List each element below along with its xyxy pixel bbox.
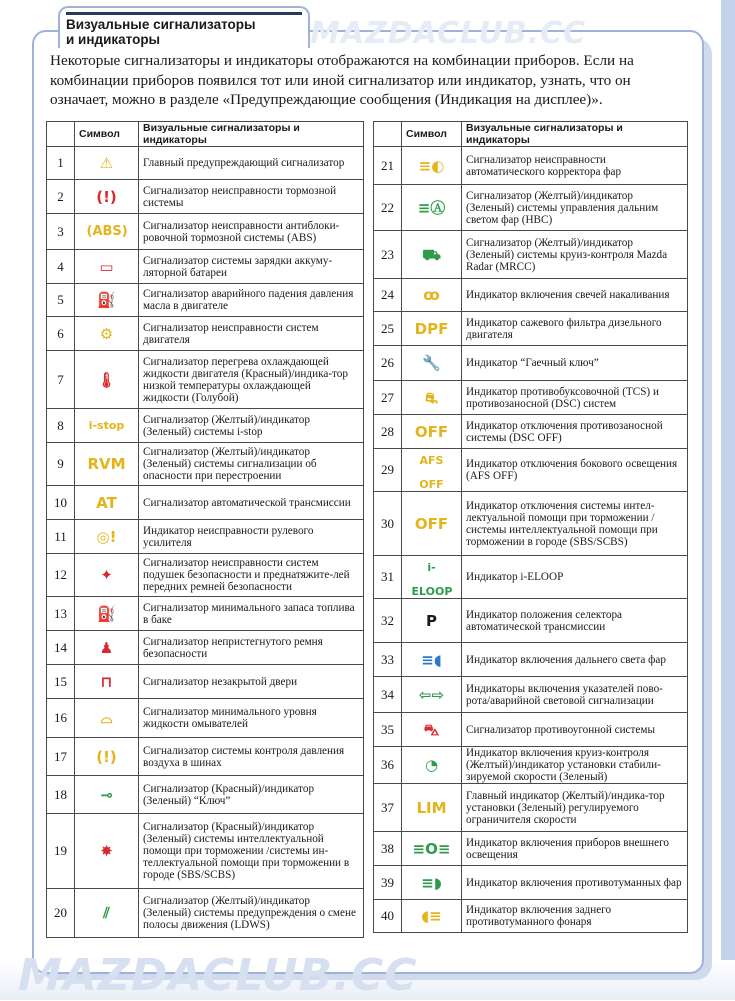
dsc-off-icon: OFF [414,422,449,441]
description-text: Индикатор включения дальнего света фар [462,643,688,677]
table-row [47,351,364,409]
symbol-cell [75,409,139,443]
row-number: 35 [374,713,402,747]
section-title-inner [66,12,302,48]
description-text: Сигнализатор минимального уровня жидкости омывателей [139,699,364,738]
description-text: Индикатор включения приборов внешнего освещения [462,832,688,866]
table-row [47,520,364,554]
table-row [374,599,688,643]
description-text: Индикатор i-ELOOP [462,556,688,599]
table-header-row [374,122,688,147]
table-row [374,185,688,231]
table-row [374,312,688,346]
table-row [374,747,688,784]
table-row [374,832,688,866]
battery-warning-icon: ▭ [99,257,114,276]
row-number: 3 [47,214,75,250]
afs-off-icon: AFS OFF [419,454,444,491]
symbol-cell [402,747,462,784]
gear-position-icon: P [426,611,437,630]
row-number: 8 [47,409,75,443]
row-number: 39 [374,866,402,900]
row-number: 4 [47,250,75,284]
high-beam-control-icon: ≡Ⓐ [417,198,446,217]
description-text: Сигнализатор автоматической трансмиссии [139,486,364,520]
low-fuel-icon: ⛽ [97,604,116,623]
row-number: 14 [47,631,75,665]
table-row [47,889,364,938]
description-text: Сигнализатор перегрева охлаждающей жидкости двигателя (Красный)/индика-тор низкой температуры охлаждающей жидкости (Голубой) [139,351,364,409]
high-beam-icon: ≡◖ [421,650,442,669]
row-number: 38 [374,832,402,866]
symbol-cell [75,889,139,938]
row-number: 33 [374,643,402,677]
symbol-cell [75,284,139,317]
description-text: Сигнализатор неисправности автоматического корректора фар [462,147,688,185]
section-title: Визуальные сигнализаторы и индикаторы [66,17,256,47]
symbol-cell [402,599,462,643]
row-number: 18 [47,776,75,814]
symbol-cell [402,279,462,312]
description-text: Индикатор противобуксовочной (TCS) и противозаносной (DSC) систем [462,381,688,415]
symbol-cell [75,443,139,486]
description-text: Сигнализатор неисправности антиблоки-ровочной тормозной системы (ABS) [139,214,364,250]
table-row [47,409,364,443]
description-text: Сигнализатор неисправности систем двигателя [139,317,364,351]
key-icon: ⊸ [100,785,113,804]
table-row [374,415,688,449]
description-text: Сигнализатор (Желтый)/индикатор (Зеленый) системы предупреждения о смене полосы движения (LDWS) [139,889,364,938]
watermark-top: MAZDACLUB.CC [310,16,587,51]
description-text: Сигнализатор (Желтый)/индикатор (Зеленый) системы i-stop [139,409,364,443]
table-row [374,556,688,599]
symbol-cell [75,699,139,738]
row-number: 6 [47,317,75,351]
table-row [374,279,688,312]
description-text: Индикаторы включения указателей пово-рота/аварийной световой сигнализации [462,677,688,713]
symbol-cell [402,832,462,866]
front-fog-icon: ≡◗ [421,873,442,892]
symbol-cell [402,449,462,492]
page-side-strip [721,0,735,1000]
symbol-cell [402,312,462,346]
symbol-cell [75,351,139,409]
row-number: 40 [374,900,402,933]
row-number: 12 [47,554,75,597]
table-row [47,486,364,520]
seat-belt-icon: ♟ [99,638,114,657]
row-number: 20 [47,889,75,938]
table-row [374,346,688,381]
exterior-lights-icon: ≡O≡ [412,839,451,858]
indicators-table-right [373,121,688,933]
symbol-cell [402,677,462,713]
row-number: 13 [47,597,75,631]
table-row [47,699,364,738]
coolant-temperature-icon: 🌡 [96,370,117,389]
security-icon: ⛍ [423,720,440,739]
symbol-cell [402,492,462,556]
table-row [47,180,364,214]
row-number: 29 [374,449,402,492]
watermark-bottom: MAZDACLUB.CC [18,950,418,1001]
glow-plug-icon: ꝏ [423,286,440,304]
row-number: 24 [374,279,402,312]
dpf-icon: DPF [414,319,449,338]
symbol-cell [75,554,139,597]
row-number: 5 [47,284,75,317]
table-row [374,677,688,713]
symbol-cell [75,147,139,180]
row-number: 17 [47,738,75,776]
description-text: Индикатор положения селектора автоматической трансмиссии [462,599,688,643]
section-title-tab [58,6,310,48]
symbol-cell [75,520,139,554]
row-number: 11 [47,520,75,554]
description-text: Сигнализатор (Желтый)/индикатор (Зеленый) системы круиз-контроля Mazda Radar (MRCC) [462,231,688,279]
rear-fog-icon: ◖≡ [421,907,442,925]
table-row [374,643,688,677]
table-row [47,665,364,699]
cruise-control-icon: ◔ [424,756,439,774]
symbol-cell [75,180,139,214]
smart-brake-icon: ✸ [100,842,113,860]
symbol-cell [402,866,462,900]
header-number [374,122,402,147]
symbol-cell [75,486,139,520]
table-row [374,381,688,415]
symbol-cell [402,346,462,381]
lane-departure-icon: ⫽ [103,904,110,922]
description-text: Главный индикатор (Желтый)/индика-тор установки (Зеленый) регулируемого ограничителя скорости [462,784,688,832]
table-row [374,784,688,832]
description-text: Индикатор неисправности рулевого усилителя [139,520,364,554]
abs-warning-icon: (ABS) [86,223,128,239]
description-text: Сигнализатор (Желтый)/индикатор (Зеленый) системы сигнализации об опасности при перестроении [139,443,364,486]
header-symbol: Символ [75,122,139,147]
i-stop-icon: i-stop [88,418,125,432]
symbol-cell [402,185,462,231]
symbol-cell [75,597,139,631]
header-symbol: Символ [402,122,462,147]
symbol-cell [75,776,139,814]
brake-warning-icon: (!) [96,187,117,206]
row-number: 27 [374,381,402,415]
description-text: Сигнализатор незакрытой двери [139,665,364,699]
wrench-icon: 🔧 [422,354,441,372]
symbol-cell [75,665,139,699]
row-number: 34 [374,677,402,713]
general-warning-icon: ⚠ [99,154,114,172]
description-text: Сигнализатор (Красный)/индикатор (Зеленый) системы интеллектуальной помощи при торможении /системы ин-теллектуальной помощи при торможении в городе (SBS/SCBS) [139,814,364,889]
row-number: 32 [374,599,402,643]
description-text: Сигнализатор неисправности систем подушек безопасности и преднатяжите-лей передних ремней безопасности [139,554,364,597]
power-steering-icon: ◎! [96,527,117,546]
table-row [374,492,688,556]
description-text: Сигнализатор противоугонной системы [462,713,688,747]
table-row [47,317,364,351]
row-number: 31 [374,556,402,599]
symbol-cell [402,381,462,415]
rvm-icon: RVM [87,455,126,473]
description-text: Индикатор включения круиз-контроля (Желтый)/индикатор установки стабили-зируемой скорости (Зеленый) [462,747,688,784]
turn-signal-icon: ⇦⇨ [418,685,445,704]
description-text: Сигнализатор системы контроля давления воздуха в шинах [139,738,364,776]
description-text: Сигнализатор (Красный)/индикатор (Зеленый) “Ключ” [139,776,364,814]
row-number: 2 [47,180,75,214]
symbol-cell [402,147,462,185]
table-row [374,713,688,747]
symbol-cell [75,250,139,284]
row-number: 10 [47,486,75,520]
intro-paragraph: Некоторые сигнализаторы и индикаторы отображаются на комбинации приборов. Если на комбинации приборов появился тот или иной сигнализатор или индикатор, узнать, что он означает, можно в разделе «Предупреждающие сообщения (Индикация на дисплее)». [50,52,634,109]
row-number: 9 [47,443,75,486]
table-row [374,866,688,900]
description-text: Индикатор “Гаечный ключ” [462,346,688,381]
row-number: 15 [47,665,75,699]
description-text: Индикатор включения свечей накаливания [462,279,688,312]
table-row [374,147,688,185]
row-number: 21 [374,147,402,185]
row-number: 28 [374,415,402,449]
symbol-cell [75,631,139,665]
symbol-cell [402,231,462,279]
header-description: Визуальные сигнализаторы и индикаторы [139,122,364,147]
symbol-cell [402,784,462,832]
row-number: 30 [374,492,402,556]
description-text: Сигнализатор неисправности тормозной системы [139,180,364,214]
tire-pressure-icon: (!) [96,747,117,766]
row-number: 26 [374,346,402,381]
row-number: 36 [374,747,402,784]
table-row [47,284,364,317]
i-eloop-icon: i-ELOOP [411,561,453,598]
description-text: Индикатор отключения противозаносной системы (DSC OFF) [462,415,688,449]
table-row [47,631,364,665]
description-text: Сигнализатор (Желтый)/индикатор (Зеленый) системы управления дальним светом фар (HBC) [462,185,688,231]
check-engine-icon: ⚙ [99,324,114,343]
table-row [47,214,364,250]
table-row [374,900,688,933]
description-text: Индикатор сажевого фильтра дизельного двигателя [462,312,688,346]
indicators-table-left [46,121,364,938]
header-number [47,122,75,147]
door-open-icon: ⊓ [100,672,113,691]
symbol-cell [402,643,462,677]
row-number: 19 [47,814,75,889]
description-text: Сигнализатор аварийного падения давления масла в двигателе [139,284,364,317]
table-row [47,554,364,597]
row-number: 37 [374,784,402,832]
table-header-row [47,122,364,147]
row-number: 25 [374,312,402,346]
table-row [47,443,364,486]
airbag-icon: ✦ [100,566,113,584]
description-text: Индикатор включения заднего противотуманного фонаря [462,900,688,933]
symbol-cell [75,738,139,776]
speed-limiter-icon: LIM [416,798,447,817]
symbol-cell [75,317,139,351]
radar-cruise-icon: ⛟ [422,245,441,264]
symbol-cell [402,415,462,449]
table-row [47,250,364,284]
table-row [47,147,364,180]
symbol-cell [402,556,462,599]
row-number: 1 [47,147,75,180]
description-text: Индикатор включения противотуманных фар [462,866,688,900]
description-text: Индикатор отключения бокового освещения (AFS OFF) [462,449,688,492]
table-row [47,738,364,776]
description-text: Сигнализатор непристегнутого ремня безопасности [139,631,364,665]
row-number: 7 [47,351,75,409]
smart-brake-off-icon: OFF [414,514,449,533]
table-row [47,776,364,814]
description-text: Главный предупреждающий сигнализатор [139,147,364,180]
symbol-cell [75,214,139,250]
oil-pressure-icon: ⛽ [97,291,116,309]
table-row [374,449,688,492]
row-number: 22 [374,185,402,231]
row-number: 16 [47,699,75,738]
table-row [47,814,364,889]
symbol-cell [75,814,139,889]
symbol-cell [402,713,462,747]
headlight-leveling-icon: ≡◐ [418,156,445,175]
at-icon: AT [96,493,117,512]
description-text: Сигнализатор минимального запаса топлива в баке [139,597,364,631]
table-row [374,231,688,279]
tcs-dsc-icon: ⛐ [425,388,438,407]
row-number: 23 [374,231,402,279]
washer-fluid-icon: ⌓ [100,709,113,727]
symbol-cell [402,900,462,933]
table-row [47,597,364,631]
description-text: Индикатор отключения системы интел-лектуальной помощи при торможении / системы интеллектуальной помощи при торможении в городе (SBS/SCBS) [462,492,688,556]
header-description: Визуальные сигнализаторы и индикаторы [462,122,688,147]
description-text: Сигнализатор системы зарядки аккуму-ляторной батареи [139,250,364,284]
